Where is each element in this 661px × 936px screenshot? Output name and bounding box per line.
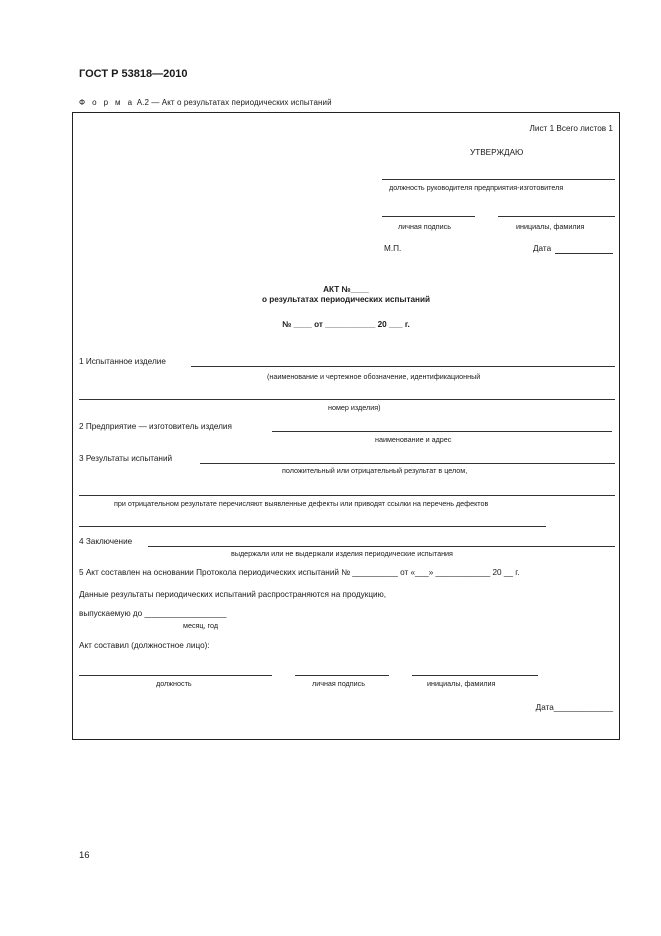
item3-label: 3 Результаты испытаний <box>79 454 173 463</box>
item4-line[interactable] <box>148 546 615 547</box>
stamp-label: М.П. <box>384 244 402 253</box>
form-caption <box>79 98 332 107</box>
released-until: выпускаемую до __________________ <box>79 609 227 618</box>
month-year-hint: месяц, год <box>183 621 219 630</box>
approve-signature-line[interactable] <box>382 216 475 217</box>
compiler-position-line[interactable] <box>79 675 272 676</box>
compiler-signature-hint: личная подпись <box>312 679 365 688</box>
item3-hint-b: при отрицательном результате перечисляют выявленные дефекты или приводят ссылки на перечень дефектов <box>114 499 489 508</box>
item1-hint-a: (наименование и чертежное обозначение, идентификационный <box>267 372 481 381</box>
form-caption-text: А.2 — Акт о результатах периодических испытаний <box>136 98 332 107</box>
distribution-text: Данные результаты периодических испытаний распространяются на продукцию, <box>79 590 387 599</box>
final-date: Дата_____________ <box>535 703 613 712</box>
compiler-initials-line[interactable] <box>412 675 538 676</box>
act-subject: о результатах периодических испытаний <box>261 295 431 304</box>
approve-title: УТВЕРЖДАЮ <box>470 148 524 157</box>
item4-label: 4 Заключение <box>79 537 133 546</box>
page-number: 16 <box>79 850 90 861</box>
initials-hint: инициалы, фамилия <box>516 222 585 231</box>
item1-label: 1 Испытанное изделие <box>79 357 166 366</box>
form-frame <box>72 112 620 740</box>
approve-initials-line[interactable] <box>498 216 615 217</box>
sheet-info: Лист 1 Всего листов 1 <box>529 124 613 133</box>
item3-hint-a: положительный или отрицательный результат в целом, <box>282 466 468 475</box>
approve-date-line[interactable] <box>555 253 613 254</box>
item3-line[interactable] <box>200 463 615 464</box>
item3-line-2[interactable] <box>79 495 615 496</box>
item1-line-2[interactable] <box>79 399 615 400</box>
personal-signature-hint: личная подпись <box>398 222 451 231</box>
item1-hint-b: номер изделия) <box>328 403 381 412</box>
act-number: АКТ №____ <box>323 285 369 294</box>
approve-date-label: Дата <box>533 244 552 253</box>
compiled-by-label: Акт составил (должностное лицо): <box>79 641 210 650</box>
item1-line[interactable] <box>191 366 615 367</box>
compiler-initials-hint: инициалы, фамилия <box>427 679 496 688</box>
item2-label: 2 Предприятие — изготовитель изделия <box>79 422 232 431</box>
approve-position-hint: должность руководителя предприятия-изготовителя <box>389 183 564 192</box>
item2-line[interactable] <box>272 431 612 432</box>
form-word: Ф о р м а <box>79 98 135 107</box>
approve-position-line[interactable] <box>382 179 615 180</box>
item5-text: 5 Акт составлен на основании Протокола периодических испытаний № __________ от «___» ____________ 20 __ г. <box>79 568 520 577</box>
compiler-signature-line[interactable] <box>295 675 389 676</box>
item3-line-3[interactable] <box>79 526 546 527</box>
item2-hint: наименование и адрес <box>375 435 452 444</box>
item4-hint: выдержали или не выдержали изделия периодические испытания <box>231 549 453 558</box>
position-hint: должность <box>156 679 192 688</box>
standard-header: ГОСТ Р 53818—2010 <box>79 68 188 80</box>
act-date-line: № ____ от ___________ 20 ___ г. <box>282 320 410 329</box>
